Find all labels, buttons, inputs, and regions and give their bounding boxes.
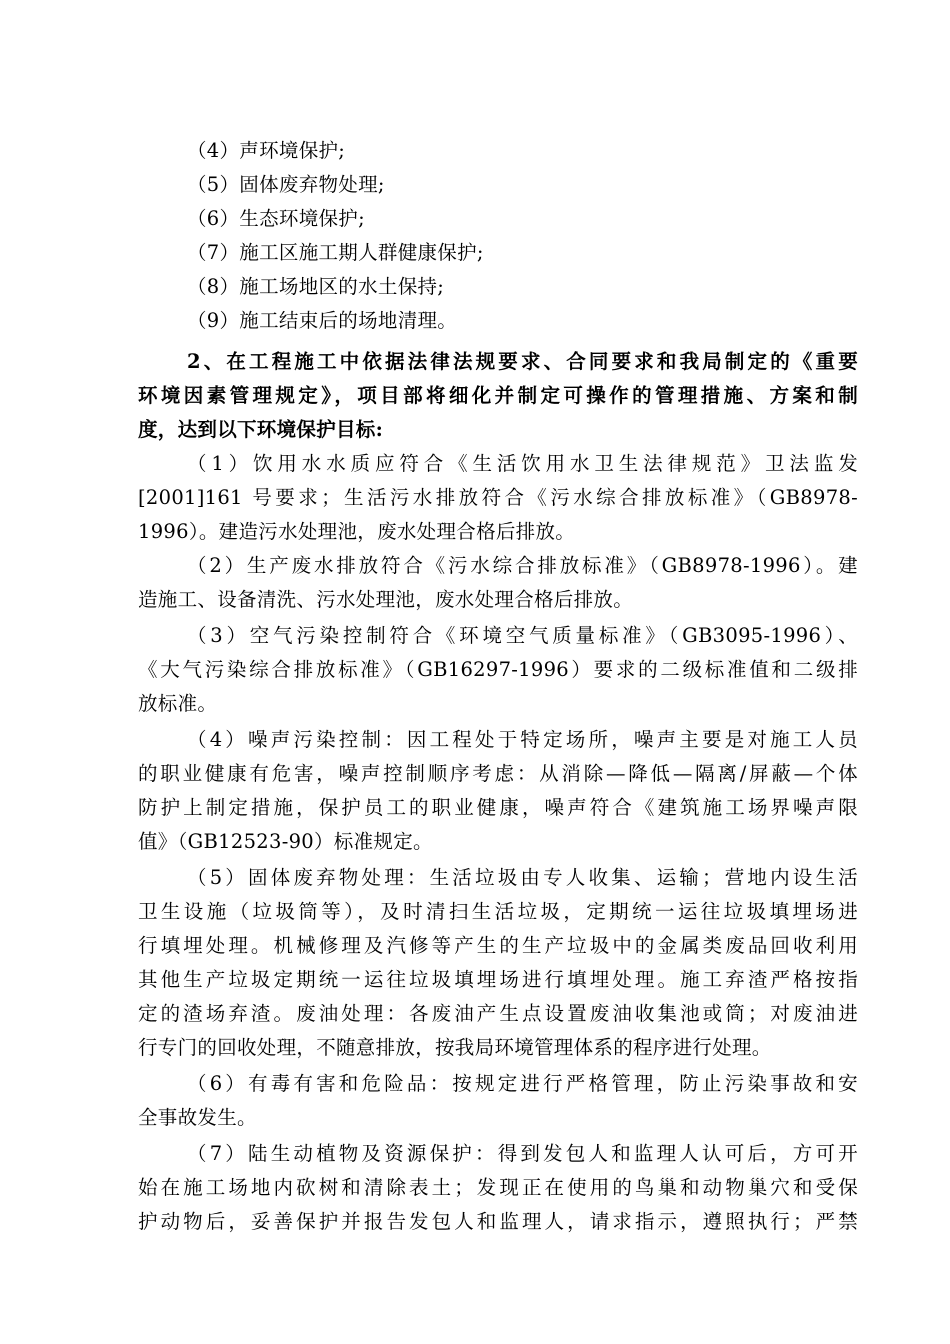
paragraph-line: 造施工、设备清洗、污水处理池，废水处理合格后排放。 [138, 588, 634, 611]
paragraph-line: 的职业健康有危害，噪声控制顺序考虑：从消除—降低—隔离/屏蔽—个体 [138, 762, 858, 785]
paragraph-line: （5）固体废弃物处理：生活垃圾由专人收集、运输；营地内设生活 [187, 866, 858, 889]
paragraph-line: （1）饮用水水质应符合《生活饮用水卫生法律规范》卫法监发 [187, 452, 858, 475]
list-item-4: （4）声环境保护; [187, 139, 346, 162]
list-item-6: （6）生态环境保护; [187, 207, 365, 230]
paragraph-line: 《大气污染综合排放标准》（GB16297-1996）要求的二级标准值和二级排 [138, 658, 858, 681]
list-item-5: （5）固体废弃物处理; [187, 173, 385, 196]
paragraph-line: （4）噪声污染控制：因工程处于特定场所，噪声主要是对施工人员 [187, 728, 858, 751]
paragraph-line: 值》（GB12523-90）标准规定。 [138, 830, 433, 853]
paragraph-line: 始在施工场地内砍树和清除表土；发现正在使用的鸟巢和动物巢穴和受保 [138, 1176, 858, 1199]
paragraph-line: [2001]161 号要求；生活污水排放符合《污水综合排放标准》（GB8978- [138, 486, 858, 509]
paragraph-line: 行专门的回收处理，不随意排放，按我局环境管理体系的程序进行处理。 [138, 1036, 772, 1059]
section-heading-line: 度，达到以下环境保护目标: [138, 418, 384, 441]
paragraph-line: 护动物后，妥善保护并报告发包人和监理人，请求指示，遵照执行；严禁 [138, 1210, 858, 1233]
paragraph-line: （3）空气污染控制符合《环境空气质量标准》（GB3095-1996）、 [187, 624, 858, 647]
list-item-9: （9）施工结束后的场地清理。 [187, 309, 458, 332]
paragraph-line: （2）生产废水排放符合《污水综合排放标准》（GB8978-1996）。建 [187, 554, 858, 577]
paragraph-line: 卫生设施（垃圾筒等），及时清扫生活垃圾，定期统一运往垃圾填埋场进 [138, 900, 858, 923]
paragraph-line: 全事故发生。 [138, 1106, 257, 1129]
section-heading-line: 环境因素管理规定》，项目部将细化并制定可操作的管理措施、方案和制 [138, 384, 858, 407]
paragraph-line: 定的渣场弃渣。废油处理：各废油产生点设置废油收集池或筒；对废油进 [138, 1002, 858, 1025]
paragraph-line: 1996）。建造污水处理池，废水处理合格后排放。 [138, 520, 576, 543]
list-item-8: （8）施工场地区的水土保持; [187, 275, 445, 298]
paragraph-line: 防护上制定措施，保护员工的职业健康，噪声符合《建筑施工场界噪声限 [138, 796, 858, 819]
section-heading-line: 2、在工程施工中依据法律法规要求、合同要求和我局制定的《重要 [187, 350, 858, 373]
list-item-7: （7）施工区施工期人群健康保护; [187, 241, 484, 264]
paragraph-line: （6）有毒有害和危险品：按规定进行严格管理，防止污染事故和安 [187, 1072, 858, 1095]
paragraph-line: 放标准。 [138, 692, 218, 715]
paragraph-line: 其他生产垃圾定期统一运往垃圾填埋场进行填埋处理。施工弃渣严格按指 [138, 968, 858, 991]
paragraph-line: 行填埋处理。机械修理及汽修等产生的生产垃圾中的金属类废品回收利用 [138, 934, 858, 957]
paragraph-line: （7）陆生动植物及资源保护：得到发包人和监理人认可后，方可开 [187, 1142, 858, 1165]
